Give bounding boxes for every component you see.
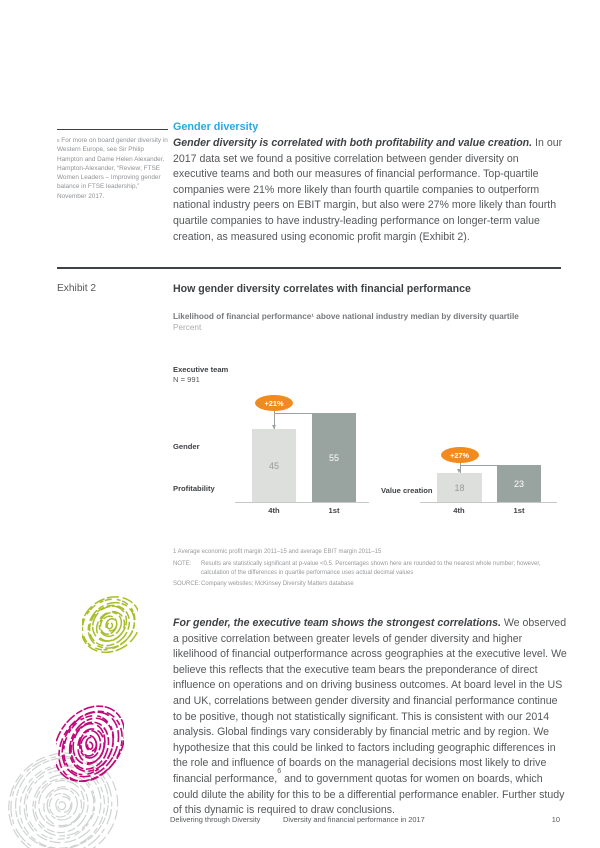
bar-value: 18 — [454, 482, 465, 493]
chart-unit: Percent — [173, 322, 202, 332]
analysis-body-after: and to government quotas for women on boards, which could dilute the ability for this to be a differential performance enabler. Further study of this dynamic is required to draw conclusions. — [173, 772, 565, 817]
fingerprint-gray-icon — [5, 748, 120, 848]
analysis-lead: For gender, the executive team shows the strongest correlations. — [173, 617, 501, 629]
chart-note — [173, 560, 567, 577]
note-label: NOTE: — [173, 561, 192, 568]
intro-paragraph — [173, 136, 566, 245]
fingerprint-green-icon — [82, 592, 138, 658]
footnote-text: For more on board gender diversity in Western Europe, see Sir Philip Hampton and Dame Helen Alexander, Hampton-Alexander, “Review; FTSE Women Leaders – Improving gender balance in FTSE leadership,” November 2017. — [57, 137, 168, 200]
x-label-1st: 1st — [328, 506, 340, 515]
delta-connector-hline — [460, 465, 542, 466]
intro-section — [173, 121, 566, 245]
sidebar-footnote — [57, 129, 168, 201]
intro-lead: Gender diversity is correlated with both profitability and value creation. — [173, 137, 533, 149]
delta-bubble-profitability: +21% — [255, 395, 293, 411]
exhibit-title: How gender diversity correlates with financial performance — [173, 283, 471, 295]
note-text: Results are statistically significant at p-value <0.5. Percentages shown here are rounded to the nearest whole number; however, calculation of the differences in quartile performance uses actual decimal values — [201, 561, 541, 576]
bar-value-creation-1st — [497, 465, 541, 502]
chart-source — [173, 580, 567, 588]
analysis-section — [173, 616, 567, 819]
exhibit-label: Exhibit 2 — [57, 283, 97, 294]
source-text: Company websites; McKinsey Diversity Matters database — [201, 581, 354, 588]
footnote-marker: 5 — [57, 138, 60, 143]
analysis-paragraph — [173, 616, 567, 819]
bar-value: 55 — [328, 452, 339, 463]
source-label: SOURCE: — [173, 581, 201, 588]
row-label-profitability: Profitability — [173, 484, 215, 493]
footer-report-title: Delivering through Diversity — [170, 815, 261, 824]
exhibit-divider — [57, 267, 561, 269]
bar-value: 23 — [513, 478, 524, 489]
bar-profitability-4th — [252, 429, 296, 502]
chart-footnotes — [173, 548, 567, 592]
chart-group-n: N = 991 — [173, 375, 200, 384]
intro-body: In our 2017 data set we found a positive correlation between gender diversity on executive teams and both our measures of financial performance. Top-quartile companies were 21% more likely than fourth quartile companies to outperform national industry peers on EBIT margin, but also were 27% more likely than fourth quartile companies to have industry-leading performance on longer-term value creation, as measured using economic profit margin (Exhibit 2). — [173, 137, 563, 243]
row-label-gender: Gender — [173, 442, 200, 451]
x-label-1st: 1st — [513, 506, 525, 515]
footer-chapter-title: Diversity and financial performance in 2017 — [283, 815, 425, 824]
x-label-4th: 4th — [268, 506, 280, 515]
delta-bubble-value-creation: +27% — [441, 447, 479, 463]
footnote-ref-6: 6 — [277, 767, 282, 775]
delta-arrowhead — [457, 469, 461, 473]
axis-line-profitability — [235, 502, 369, 503]
axis-line-value-creation — [420, 502, 557, 503]
section-heading: Gender diversity — [173, 121, 259, 133]
bar-chart — [173, 365, 568, 520]
bar-profitability-1st — [312, 413, 356, 502]
analysis-body: We observed a positive correlation between greater levels of gender diversity and higher likelihood of financial outperformance across geographies at the executive level. We believe this reflects that the executive team bears the preponderance of direct influence on operations and on driving business outcomes. At board level in the US and UK, correlations between gender diversity and financial performance continue to be positive, though not statistically significant. This is consistent with our 2014 analysis. Global findings vary considerably by financial metric and by region. We hypothesize that this could be linked to factors including geographic differences in the role and influence of boards on the managerial decisions most likely to drive financial performance, — [173, 617, 567, 785]
chart-footnote-1: 1 Average economic profit margin 2011–15 and average EBIT margin 2011–15 — [173, 549, 382, 555]
chart-subtitle-block — [173, 312, 566, 333]
bar-value-creation-4th — [437, 473, 482, 502]
chart-subtitle: Likelihood of financial performance¹ above national industry median by diversity quartile — [173, 312, 519, 321]
delta-connector-hline — [274, 413, 356, 414]
fingerprint-magenta-icon — [56, 702, 124, 788]
row-label-value-creation: Value creation — [381, 486, 433, 495]
chart-group-label: Executive team — [173, 365, 229, 374]
delta-arrowhead — [272, 425, 276, 429]
x-label-4th: 4th — [453, 506, 465, 515]
bar-value: 45 — [268, 460, 279, 471]
footer-page-number: 10 — [551, 815, 560, 824]
